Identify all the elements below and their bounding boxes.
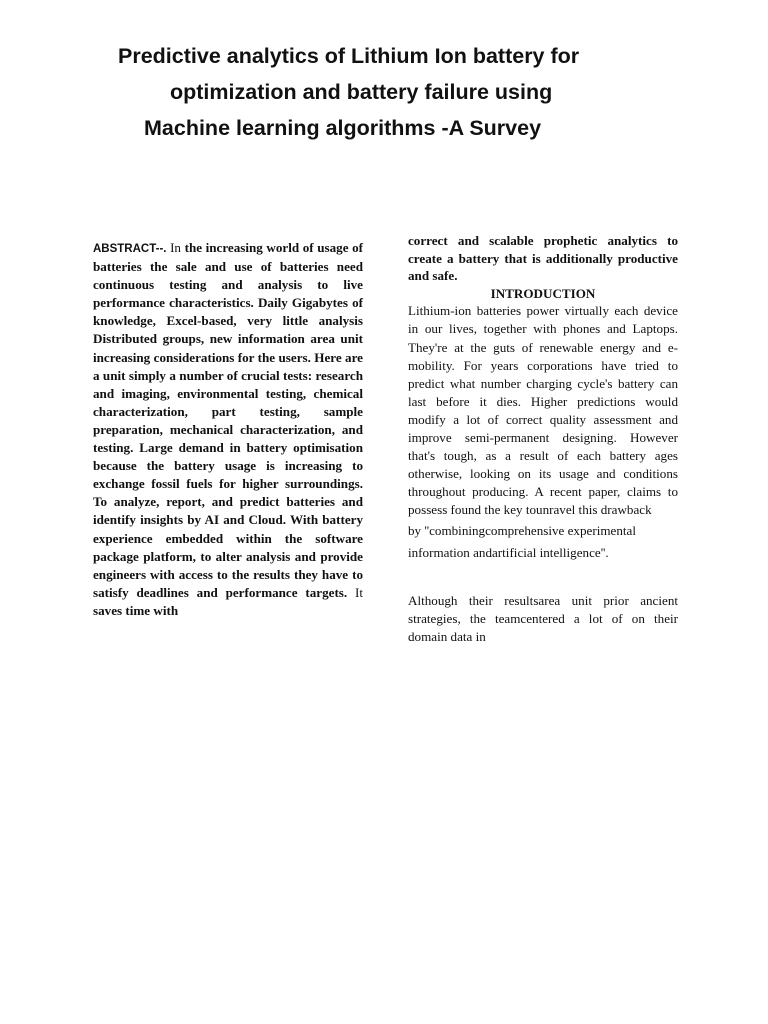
body-column — [408, 232, 678, 646]
abstract-body: the increasing world of usage of batteries the sale and use of batteries need continuous testing and analysis to live performance characteristics. Daily Gigabytes of knowledge, Excel-based, very little analysis Distributed groups, new information area unit increasing considerations for the users. Here are a unit simply a number of crucial tests: research and imaging, environmental testing, chemical characterization, part testing, sample preparation, mechanical characterization, and testing. Large demand in battery optimisation because the battery usage is increasing to exchange fossil fuels for higher surroundings. To analyze, report, and predict batteries and identify insights by AI and Cloud. With battery experience embedded within the software package platform, to alter analysis and provide engineers with access to the results they have to satisfy deadlines and performance targets. — [93, 240, 363, 600]
section-heading-introduction: INTRODUCTION — [490, 285, 596, 301]
title-line-2: optimization and battery failure using — [170, 80, 553, 104]
abstract-tail-bold: saves time with — [93, 602, 179, 618]
introduction-paragraph-1-tail: by ''combiningcomprehensive experimental information andartificial intelligence''. — [408, 522, 636, 560]
abstract-column — [93, 239, 363, 620]
abstract-tail-plain: It — [355, 584, 363, 600]
introduction-paragraph-2: Although their resultsarea unit prior ancient strategies, the teamcentered a lot of on their domain data in — [408, 592, 678, 644]
paper-title — [80, 38, 700, 146]
abstract-lead: In — [170, 240, 181, 255]
title-line-3: Machine learning algorithms -A Survey — [144, 116, 542, 140]
abstract-continuation: correct and scalable prophetic analytics to create a battery that is additionally productive and safe. — [408, 233, 678, 284]
introduction-paragraph-1: Lithium-ion batteries power virtually each device in our lives, together with phones and Laptops. They're at the guts of renewable energy and e-mobility. For years corporations have tried to predict what number charging cycle's battery can last before it dies. Higher predictions would modify a lot of correct quality assessment and improve semi-permanent designing. However that's tough, as a result of each battery ages otherwise, looking on its usage and conditions throughout producing. A recent paper, claims to possess found the key tounravel this drawback — [408, 303, 678, 518]
title-line-1: Predictive analytics of Lithium Ion battery for — [118, 44, 580, 68]
abstract-label: ABSTRACT--. — [93, 243, 167, 255]
